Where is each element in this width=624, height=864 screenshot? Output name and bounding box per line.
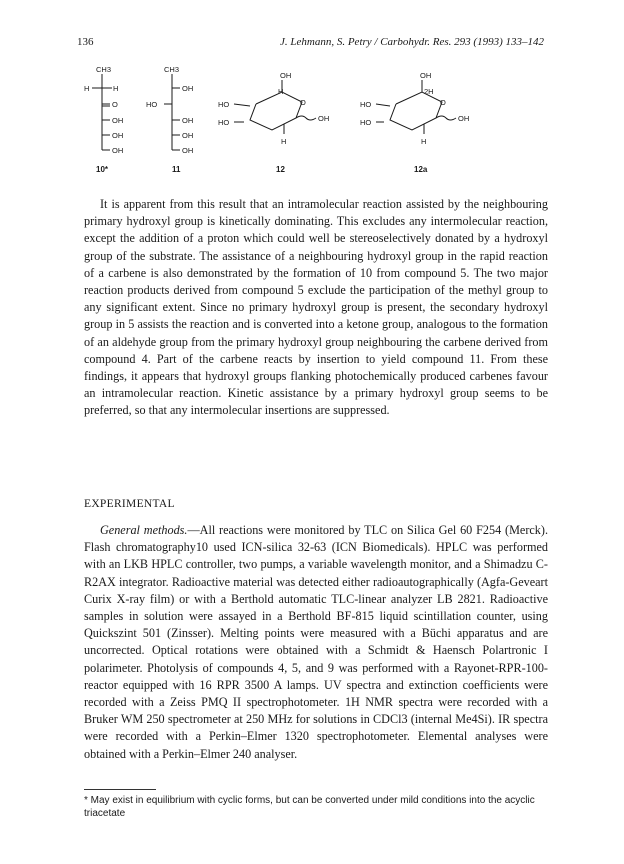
journal-reference: J. Lehmann, S. Petry / Carbohydr. Res. 293 (1993) 133–142 — [280, 36, 544, 48]
ch3-label: CH3 — [96, 65, 112, 74]
ho-label: HO — [218, 118, 230, 127]
compound-label-10: 10* — [96, 165, 109, 174]
page-number: 136 — [77, 36, 94, 48]
h-label: H — [278, 87, 284, 96]
paragraph-general-methods — [84, 522, 548, 763]
paragraph-lead: General methods. — [100, 523, 188, 537]
ch3-label: CH3 — [164, 65, 180, 74]
h-label: H — [113, 84, 119, 93]
ho-label: HO — [146, 100, 158, 109]
h-label: H — [281, 137, 287, 146]
h-label: H — [84, 84, 90, 93]
oh-label: OH — [182, 84, 194, 93]
oh-label: OH — [420, 71, 432, 80]
ho-label: HO — [360, 118, 372, 127]
oh-label: OH — [318, 114, 330, 123]
compound-label-11: 11 — [172, 165, 181, 174]
paragraph-discussion: It is apparent from this result that an intramolecular reaction assisted by the neighbouring primary hydroxyl group is kinetically dominating. This excludes any intermolecular reaction, except the addition of a proton which could well be stereoselectively donated by a hydroxyl group of the substrate. The assistance of a neighbouring hydroxyl group in the rapid reaction of a carbene is also demonstrated by the formation of 10 from compound 5. The two major reaction products derived from compound 5 exclude the participation of the methyl group to any significant extent. Since no primary hydroxyl group is present, the secondary hydroxyl group in 5 assists the reaction and is converted into a ketone group, analogous to the formation of an aldehyde group from the primary hydroxyl group neighbouring the carbene derived from compound 4. Part of the carbene reacts by insertion to yield compound 11. From these findings, it appears that hydroxyl groups flanking photochemically produced carbenes favour an intramolecular reaction. Kinetic assistance by a primary hydroxyl group seems to be preferred, so that any intermolecular insertions are suppressed. — [84, 197, 548, 418]
compound-label-12: 12 — [276, 165, 285, 174]
h-label: H — [421, 137, 427, 146]
chemical-structures-figure — [84, 64, 504, 184]
ho-label: HO — [360, 100, 372, 109]
oh-label: OH — [280, 71, 292, 80]
h2-label: 2H — [424, 87, 434, 96]
ho-label: HO — [218, 100, 230, 109]
oh-label: OH — [112, 146, 124, 155]
oh-label: OH — [458, 114, 470, 123]
oh-label: OH — [112, 116, 124, 125]
oh-label: OH — [182, 131, 194, 140]
section-heading-experimental: EXPERIMENTAL — [84, 498, 175, 510]
structure-11 — [146, 65, 193, 174]
oh-label: OH — [112, 131, 124, 140]
structure-12 — [218, 71, 329, 174]
o-label: O — [440, 98, 446, 107]
footnote-rule — [84, 789, 156, 790]
structure-10 — [84, 65, 123, 174]
running-header — [77, 36, 544, 48]
compound-label-12a: 12a — [414, 165, 428, 174]
o-label: O — [300, 98, 306, 107]
footnote: * May exist in equilibrium with cyclic forms, but can be converted under mild conditions into the acyclic triacetate — [84, 795, 535, 819]
o-label: O — [112, 100, 118, 109]
paragraph-body: —All reactions were monitored by TLC on Silica Gel 60 F254 (Merck). Flash chromatography10 used ICN-silica 32-63 (ICN Biomedicals). HPLC was performed with an LKB HPLC controller, two pumps, a variable wavelength monitor, and a Shimadzu C-R2AX integrator. Radioactive material was detected either radioautographically (Agfa-Geveart Curix X-ray film) or with a Berthold automatic TLC-linear analyzer LB 2821. Radioactive samples in solution were assayed in a Berthold BF-815 liquid scintillation counter, using Quickszint 501 (Zinsser). Melting points were measured with a Büchi apparatus and are uncorrected. Optical rotations were obtained with a Schmidt & Haensch Polartronic I polarimeter. Photolysis of compounds 4, 5, and 9 was performed with a Rayonet-RPR-100-reactor equipped with 16 RPR 3500 A lamps. UV spectra and extinction coefficients were recorded with a Zeiss PMQ II spectrophotometer. 1H NMR spectra were recorded with a Bruker WM 250 spectrometer at 250 MHz for solutions in CDCl3 (internal Me4Si). IR spectra were recorded with a Perkin–Elmer 1320 spectrophotometer. Elemental analyses were obtained with a Perkin–Elmer 240 analyser. — [84, 523, 548, 761]
structures-svg — [84, 64, 504, 184]
oh-label: OH — [182, 146, 194, 155]
structure-12a — [360, 71, 469, 174]
oh-label: OH — [182, 116, 194, 125]
